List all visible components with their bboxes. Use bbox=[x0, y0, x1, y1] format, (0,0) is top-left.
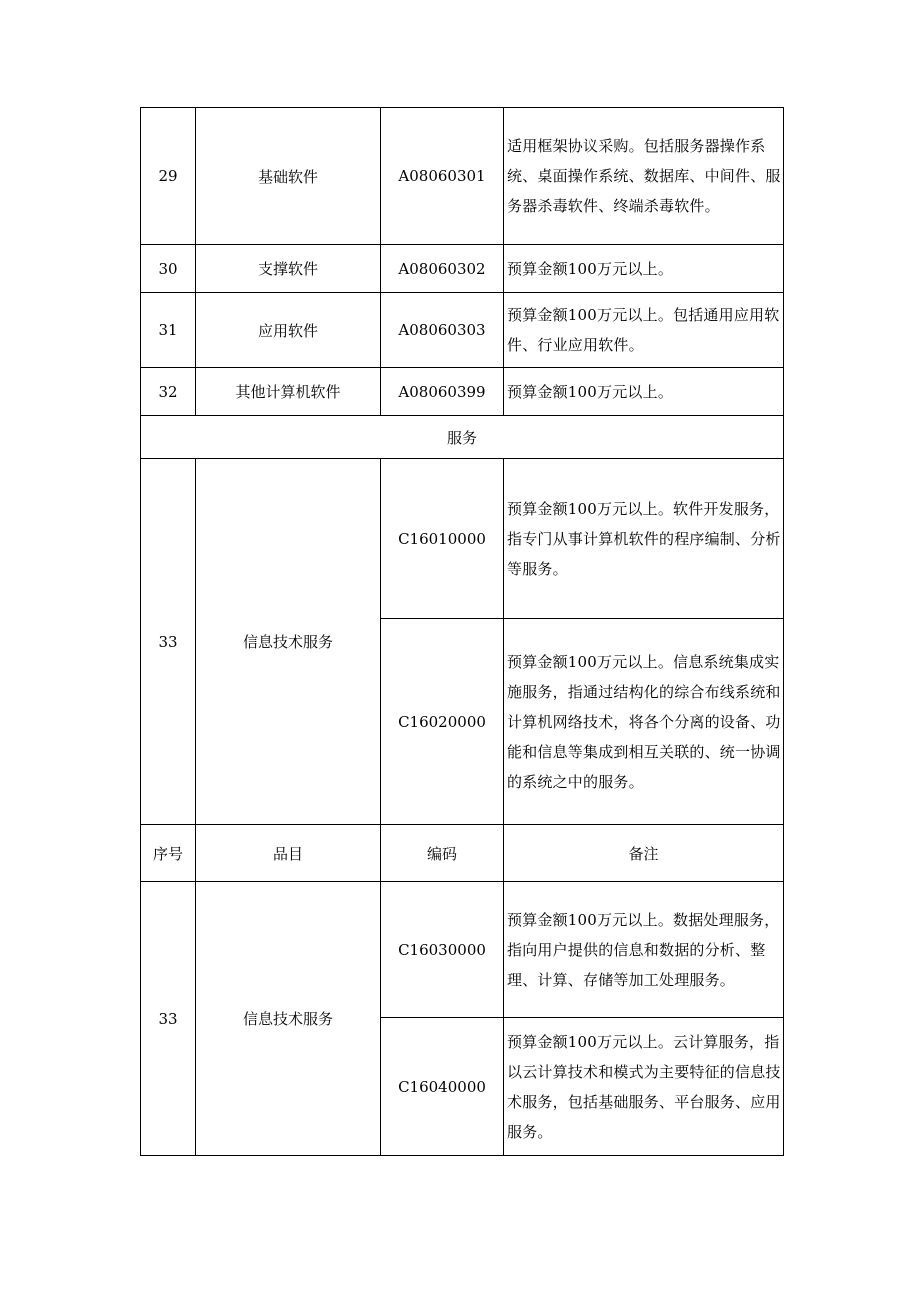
item-name: 信息技术服务 bbox=[196, 459, 381, 825]
header-code: 编码 bbox=[381, 825, 504, 882]
item-code: A08060302 bbox=[381, 245, 504, 293]
item-code: C16030000 bbox=[381, 882, 504, 1018]
header-row bbox=[141, 825, 784, 882]
row-number: 32 bbox=[141, 368, 196, 416]
section-row bbox=[141, 416, 784, 459]
table-row bbox=[141, 368, 784, 416]
item-note: 预算金额100万元以上。 bbox=[504, 368, 784, 416]
header-item: 品目 bbox=[196, 825, 381, 882]
item-name: 基础软件 bbox=[196, 108, 381, 245]
item-code: A08060399 bbox=[381, 368, 504, 416]
header-number: 序号 bbox=[141, 825, 196, 882]
item-name: 其他计算机软件 bbox=[196, 368, 381, 416]
table-row bbox=[141, 108, 784, 245]
item-code: C16040000 bbox=[381, 1018, 504, 1156]
procurement-catalog-table bbox=[140, 107, 784, 1156]
item-note: 预算金额100万元以上。云计算服务，指以云计算技术和模式为主要特征的信息技术服务，包括基础服务、平台服务、应用服务。 bbox=[504, 1018, 784, 1156]
item-code: A08060301 bbox=[381, 108, 504, 245]
row-number: 31 bbox=[141, 293, 196, 368]
item-note: 预算金额100万元以上。数据处理服务，指向用户提供的信息和数据的分析、整理、计算、存储等加工处理服务。 bbox=[504, 882, 784, 1018]
item-code: C16010000 bbox=[381, 459, 504, 619]
row-number: 29 bbox=[141, 108, 196, 245]
table-row bbox=[141, 293, 784, 368]
item-name: 支撑软件 bbox=[196, 245, 381, 293]
table-row bbox=[141, 459, 784, 619]
table-row bbox=[141, 245, 784, 293]
item-code: C16020000 bbox=[381, 619, 504, 825]
row-number: 33 bbox=[141, 882, 196, 1156]
row-number: 33 bbox=[141, 459, 196, 825]
item-code: A08060303 bbox=[381, 293, 504, 368]
header-note: 备注 bbox=[504, 825, 784, 882]
item-name: 信息技术服务 bbox=[196, 882, 381, 1156]
section-title: 服务 bbox=[141, 416, 784, 459]
item-note: 预算金额100万元以上。软件开发服务，指专门从事计算机软件的程序编制、分析等服务。 bbox=[504, 459, 784, 619]
item-note: 预算金额100万元以上。信息系统集成实施服务，指通过结构化的综合布线系统和计算机网络技术，将各个分离的设备、功能和信息等集成到相互关联的、统一协调的系统之中的服务。 bbox=[504, 619, 784, 825]
item-name: 应用软件 bbox=[196, 293, 381, 368]
item-note: 预算金额100万元以上。包括通用应用软件、行业应用软件。 bbox=[504, 293, 784, 368]
table-row bbox=[141, 882, 784, 1018]
item-note: 预算金额100万元以上。 bbox=[504, 245, 784, 293]
row-number: 30 bbox=[141, 245, 196, 293]
item-note: 适用框架协议采购。包括服务器操作系统、桌面操作系统、数据库、中间件、服务器杀毒软件、终端杀毒软件。 bbox=[504, 108, 784, 245]
